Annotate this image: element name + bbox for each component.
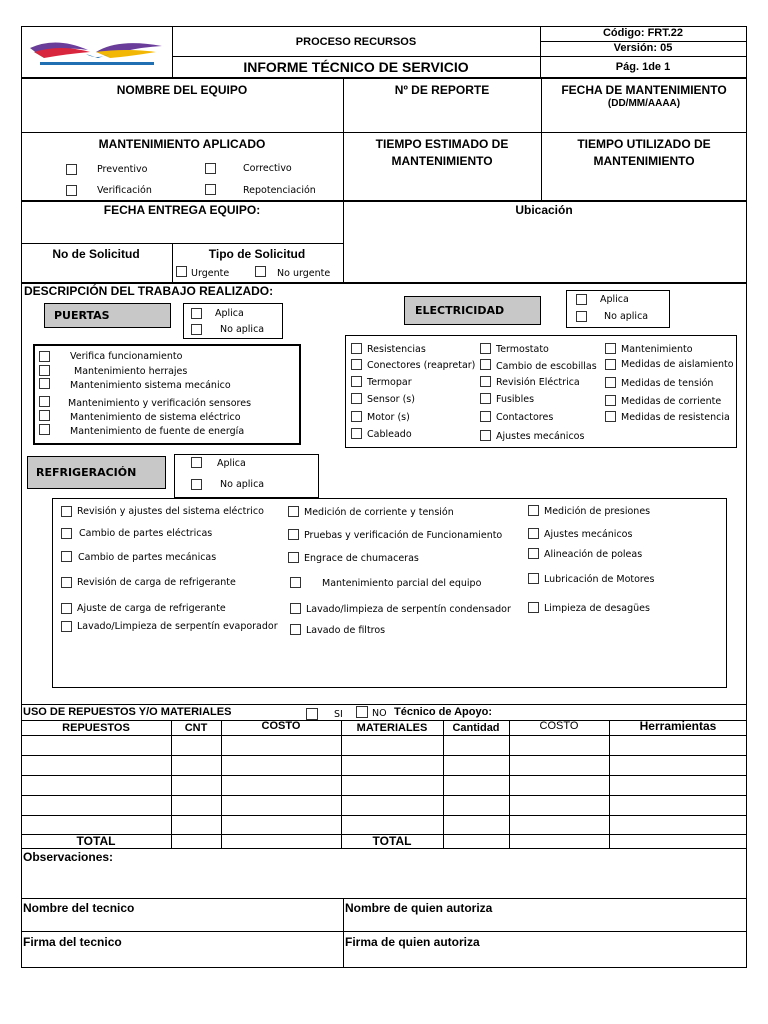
refrigeration-item-label: Limpieza de desagües — [544, 603, 650, 614]
doors-item-label: Mantenimiento de fuente de energía — [70, 426, 245, 437]
cost2-column-header: COSTO — [539, 720, 579, 732]
electricity-item-label: Conectores (reapretar) — [367, 360, 476, 371]
materials-column-header: MATERIALES — [356, 722, 428, 734]
doors-applies-checkbox[interactable] — [191, 308, 202, 319]
used-time-label-line1: TIEMPO UTILIZADO DE — [577, 137, 711, 151]
tools-column-header: Herramientas — [639, 719, 717, 733]
refrigeration-item-checkbox[interactable] — [290, 577, 301, 588]
technician-name-label: Nombre del tecnico — [23, 901, 135, 915]
observations-label: Observaciones: — [23, 850, 114, 864]
electricity-item-checkbox[interactable] — [480, 359, 491, 370]
electricity-item-label: Medidas de tensión — [621, 378, 714, 389]
refrigeration-item-checkbox[interactable] — [528, 573, 539, 584]
corrective-label: Correctivo — [243, 163, 292, 174]
electricity-item-checkbox[interactable] — [351, 393, 362, 404]
electricity-item-label: Mantenimiento — [621, 344, 693, 355]
authorizer-signature-label: Firma de quien autoriza — [345, 935, 480, 949]
electricity-item-label: Cambio de escobillas — [496, 361, 597, 372]
refrigeration-item-label: Cambio de partes eléctricas — [79, 528, 213, 539]
support-technician-label: Técnico de Apoyo: — [394, 706, 492, 718]
refrigeration-applies-checkbox[interactable] — [191, 457, 202, 468]
report-number-label: Nº DE REPORTE — [394, 83, 490, 97]
cost-column-header: COSTO — [261, 720, 301, 732]
refrigeration-item-label: Mantenimiento parcial del equipo — [322, 578, 482, 589]
doors-not-applies-checkbox[interactable] — [191, 324, 202, 335]
doors-title: PUERTAS — [54, 309, 110, 322]
request-number-label: No de Solicitud — [52, 247, 140, 261]
doors-item-checkbox[interactable] — [39, 365, 50, 376]
doors-item-checkbox[interactable] — [39, 378, 50, 389]
preventive-label: Preventivo — [97, 164, 148, 175]
repowering-label: Repotenciación — [243, 185, 316, 196]
refrigeration-item-label: Lavado de filtros — [306, 625, 386, 636]
electricity-item-checkbox[interactable] — [480, 411, 491, 422]
refrigeration-item-label: Alineación de poleas — [544, 549, 643, 560]
refrigeration-item-checkbox[interactable] — [61, 603, 72, 614]
refrigeration-item-checkbox[interactable] — [61, 621, 72, 632]
electricity-item-label: Motor (s) — [367, 412, 410, 423]
parts-column-header: REPUESTOS — [62, 722, 130, 734]
electricity-item-label: Cableado — [367, 429, 412, 440]
electricity-item-label: Termopar — [367, 377, 412, 388]
company-logo — [26, 34, 168, 68]
refrigeration-not-applies-label: No aplica — [220, 479, 265, 490]
electricity-item-label: Sensor (s) — [367, 394, 415, 405]
form-version: Versión: 05 — [613, 42, 673, 54]
doors-item-label: Mantenimiento de sistema eléctrico — [70, 412, 241, 423]
electricity-item-checkbox[interactable] — [351, 428, 362, 439]
refrigeration-section-header — [27, 456, 166, 489]
parts-yes-checkbox[interactable] — [306, 708, 318, 720]
refrigeration-item-checkbox[interactable] — [528, 548, 539, 559]
verification-label: Verificación — [97, 185, 152, 196]
electricity-applies-label: Aplica — [600, 294, 629, 305]
refrigeration-item-checkbox[interactable] — [290, 603, 301, 614]
doors-section-header — [44, 303, 171, 328]
refrigeration-item-label: Ajuste de carga de refrigerante — [77, 603, 226, 614]
refrigeration-item-label: Medición de corriente y tensión — [304, 507, 454, 518]
electricity-item-label: Revisión Eléctrica — [496, 377, 580, 388]
parts-yes-label: SI — [334, 709, 343, 720]
estimated-time-label-line2: MANTENIMIENTO — [391, 154, 493, 168]
electricity-item-checkbox[interactable] — [605, 411, 616, 422]
electricity-item-label: Medidas de corriente — [621, 396, 722, 407]
refrigeration-item-checkbox[interactable] — [61, 506, 72, 517]
electricity-title: ELECTRICIDAD — [415, 304, 505, 317]
doors-item-label: Verifica funcionamiento — [70, 351, 183, 362]
refrigeration-item-checkbox[interactable] — [528, 528, 539, 539]
parts-no-checkbox[interactable] — [356, 706, 368, 718]
not-urgent-label: No urgente — [277, 268, 331, 279]
refrigeration-item-label: Lavado/Limpieza de serpentín evaporador — [77, 621, 278, 632]
electricity-item-checkbox[interactable] — [351, 411, 362, 422]
estimated-time-label-line1: TIEMPO ESTIMADO DE — [375, 137, 509, 151]
refrigeration-item-label: Lubricación de Motores — [544, 574, 655, 585]
quantity-column-header: Cantidad — [452, 722, 500, 734]
doors-item-checkbox[interactable] — [39, 410, 50, 421]
refrigeration-item-label: Pruebas y verificación de Funcionamiento — [304, 530, 503, 541]
refrigeration-item-label: Cambio de partes mecánicas — [78, 552, 217, 563]
date-format-hint: (DD/MM/AAAA) — [607, 98, 681, 109]
electricity-item-label: Medidas de resistencia — [621, 412, 730, 423]
authorizer-name-label: Nombre de quien autoriza — [345, 901, 493, 915]
corrective-checkbox[interactable] — [205, 163, 216, 174]
qty-column-header: CNT — [184, 722, 208, 734]
electricity-item-label: Fusibles — [496, 394, 535, 405]
refrigeration-title: REFRIGERACIÓN — [36, 466, 137, 479]
preventive-checkbox[interactable] — [66, 164, 77, 175]
electricity-item-checkbox[interactable] — [605, 343, 616, 354]
maintenance-date-label: FECHA DE MANTENIMIENTO — [561, 83, 727, 97]
electricity-item-checkbox[interactable] — [605, 359, 616, 370]
form-title: INFORME TÉCNICO DE SERVICIO — [243, 59, 469, 75]
verification-checkbox[interactable] — [66, 185, 77, 196]
form-code: Código: FRT.22 — [602, 27, 684, 39]
electricity-not-applies-checkbox[interactable] — [576, 311, 587, 322]
work-description-label: DESCRIPCIÓN DEL TRABAJO REALIZADO: — [24, 284, 274, 298]
doors-item-checkbox[interactable] — [39, 351, 50, 362]
electricity-item-checkbox[interactable] — [605, 395, 616, 406]
request-type-label: Tipo de Solicitud — [208, 247, 306, 261]
refrigeration-item-label: Ajustes mecánicos — [544, 529, 633, 540]
parts-no-label: NO — [372, 708, 387, 719]
refrigeration-item-checkbox[interactable] — [61, 551, 72, 562]
refrigeration-item-checkbox[interactable] — [288, 529, 299, 540]
urgent-label: Urgente — [191, 268, 230, 279]
refrigeration-not-applies-checkbox[interactable] — [191, 479, 202, 490]
electricity-item-checkbox[interactable] — [480, 393, 491, 404]
refrigeration-item-checkbox[interactable] — [61, 528, 72, 539]
electricity-item-label: Ajustes mecánicos — [496, 431, 585, 442]
electricity-item-checkbox[interactable] — [351, 376, 362, 387]
electricity-applies-checkbox[interactable] — [576, 294, 587, 305]
electricity-item-checkbox[interactable] — [480, 430, 491, 441]
location-label: Ubicación — [515, 203, 573, 217]
not-urgent-checkbox[interactable] — [255, 266, 266, 277]
delivery-date-label: FECHA ENTREGA EQUIPO: — [103, 203, 261, 217]
refrigeration-applies-label: Aplica — [217, 458, 246, 469]
refrigeration-item-label: Medición de presiones — [544, 506, 651, 517]
repowering-checkbox[interactable] — [205, 184, 216, 195]
parts-usage-label: USO DE REPUESTOS Y/O MATERIALES — [23, 706, 232, 718]
electricity-item-checkbox[interactable] — [605, 377, 616, 388]
refrigeration-item-checkbox[interactable] — [528, 602, 539, 613]
doors-item-checkbox[interactable] — [39, 424, 50, 435]
technician-signature-label: Firma del tecnico — [23, 935, 122, 949]
electricity-item-label: Contactores — [496, 412, 554, 423]
electricity-item-label: Resistencias — [367, 344, 426, 355]
electricity-item-checkbox[interactable] — [480, 376, 491, 387]
refrigeration-item-label: Revisión y ajustes del sistema eléctrico — [77, 506, 264, 517]
electricity-not-applies-label: No aplica — [604, 311, 649, 322]
electricity-item-checkbox[interactable] — [351, 343, 362, 354]
doors-item-label: Mantenimiento sistema mecánico — [70, 380, 231, 391]
refrigeration-item-label: Lavado/limpieza de serpentín condensador — [306, 604, 511, 615]
refrigeration-item-checkbox[interactable] — [528, 505, 539, 516]
electricity-section-header — [404, 296, 541, 325]
refrigeration-item-checkbox[interactable] — [61, 577, 72, 588]
used-time-label-line2: MANTENIMIENTO — [593, 154, 695, 168]
electricity-item-label: Medidas de aislamiento — [621, 359, 734, 370]
maintenance-applied-label: MANTENIMIENTO APLICADO — [98, 137, 266, 151]
refrigeration-item-checkbox[interactable] — [288, 506, 299, 517]
doors-applies-label: Aplica — [215, 308, 244, 319]
materials-total-label: TOTAL — [372, 834, 412, 848]
doors-item-label: Mantenimiento herrajes — [74, 366, 188, 377]
refrigeration-item-label: Engrace de chumaceras — [304, 553, 419, 564]
page-number: Pág. 1de 1 — [615, 61, 671, 73]
parts-total-label: TOTAL — [76, 834, 116, 848]
urgent-checkbox[interactable] — [176, 266, 187, 277]
refrigeration-item-label: Revisión de carga de refrigerante — [77, 577, 236, 588]
doors-item-checkbox[interactable] — [39, 396, 50, 407]
doors-not-applies-label: No aplica — [220, 324, 265, 335]
electricity-item-label: Termostato — [496, 344, 549, 355]
doors-item-label: Mantenimiento y verificación sensores — [68, 398, 252, 409]
electricity-item-checkbox[interactable] — [351, 359, 362, 370]
process-label: PROCESO RECURSOS — [295, 36, 417, 48]
refrigeration-item-checkbox[interactable] — [290, 624, 301, 635]
refrigeration-item-checkbox[interactable] — [288, 552, 299, 563]
equipment-name-label: NOMBRE DEL EQUIPO — [116, 83, 248, 97]
electricity-item-checkbox[interactable] — [480, 343, 491, 354]
refrigeration-items-box — [52, 498, 727, 688]
